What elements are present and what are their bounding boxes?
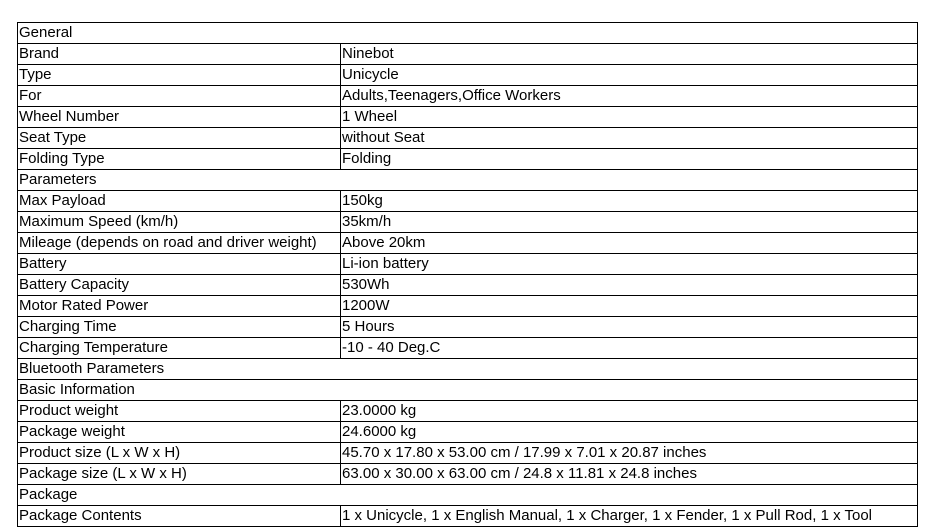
spec-value-product-size: 45.70 x 17.80 x 53.00 cm / 17.99 x 7.01 x 20.87 inches — [341, 443, 918, 464]
spec-value-maximum-speed: 35km/h — [341, 212, 918, 233]
table-row — [18, 401, 918, 422]
section-row-package — [18, 485, 918, 506]
spec-value-mileage: Above 20km — [341, 233, 918, 254]
spec-label-seat-type: Seat Type — [18, 128, 341, 149]
spec-value-package-size: 63.00 x 30.00 x 63.00 cm / 24.8 x 11.81 x 24.8 inches — [341, 464, 918, 485]
table-row — [18, 296, 918, 317]
spec-value-charging-temperature: -10 - 40 Deg.C — [341, 338, 918, 359]
spec-value-package-contents: 1 x Unicycle, 1 x English Manual, 1 x Charger, 1 x Fender, 1 x Pull Rod, 1 x Tool — [341, 506, 918, 527]
spec-label-charging-time: Charging Time — [18, 317, 341, 338]
spec-value-folding-type: Folding — [341, 149, 918, 170]
spec-label-maximum-speed: Maximum Speed (km/h) — [18, 212, 341, 233]
section-header-bluetooth-parameters: Bluetooth Parameters — [18, 359, 918, 380]
spec-label-max-payload: Max Payload — [18, 191, 341, 212]
section-row-parameters — [18, 170, 918, 191]
spec-value-product-weight: 23.0000 kg — [341, 401, 918, 422]
table-row — [18, 65, 918, 86]
spec-value-battery: Li-ion battery — [341, 254, 918, 275]
section-header-general: General — [18, 23, 918, 44]
spec-value-charging-time: 5 Hours — [341, 317, 918, 338]
table-row — [18, 275, 918, 296]
spec-label-type: Type — [18, 65, 341, 86]
spec-value-seat-type: without Seat — [341, 128, 918, 149]
table-row — [18, 44, 918, 65]
spec-value-battery-capacity: 530Wh — [341, 275, 918, 296]
spec-label-product-size: Product size (L x W x H) — [18, 443, 341, 464]
spec-label-package-size: Package size (L x W x H) — [18, 464, 341, 485]
spec-label-wheel-number: Wheel Number — [18, 107, 341, 128]
spec-label-package-weight: Package weight — [18, 422, 341, 443]
table-row — [18, 338, 918, 359]
table-row — [18, 464, 918, 485]
spec-value-brand: Ninebot — [341, 44, 918, 65]
spec-value-package-weight: 24.6000 kg — [341, 422, 918, 443]
table-row — [18, 212, 918, 233]
spec-label-battery-capacity: Battery Capacity — [18, 275, 341, 296]
table-row — [18, 149, 918, 170]
section-header-basic-information: Basic Information — [18, 380, 918, 401]
table-row — [18, 86, 918, 107]
spec-table — [17, 22, 918, 527]
table-row — [18, 233, 918, 254]
section-header-parameters: Parameters — [18, 170, 918, 191]
table-row — [18, 506, 918, 527]
spec-label-product-weight: Product weight — [18, 401, 341, 422]
table-row — [18, 191, 918, 212]
spec-label-brand: Brand — [18, 44, 341, 65]
table-row — [18, 443, 918, 464]
spec-label-folding-type: Folding Type — [18, 149, 341, 170]
spec-label-motor-rated-power: Motor Rated Power — [18, 296, 341, 317]
spec-label-mileage: Mileage (depends on road and driver weight) — [18, 233, 341, 254]
spec-label-battery: Battery — [18, 254, 341, 275]
section-row-general — [18, 23, 918, 44]
section-row-basic-information — [18, 380, 918, 401]
spec-label-for: For — [18, 86, 341, 107]
table-row — [18, 317, 918, 338]
spec-value-type: Unicycle — [341, 65, 918, 86]
section-header-package: Package — [18, 485, 918, 506]
spec-value-for: Adults,Teenagers,Office Workers — [341, 86, 918, 107]
spec-label-package-contents: Package Contents — [18, 506, 341, 527]
spec-table-body — [18, 23, 918, 527]
spec-label-charging-temperature: Charging Temperature — [18, 338, 341, 359]
spec-value-max-payload: 150kg — [341, 191, 918, 212]
spec-value-wheel-number: 1 Wheel — [341, 107, 918, 128]
spec-value-motor-rated-power: 1200W — [341, 296, 918, 317]
section-row-bluetooth-parameters — [18, 359, 918, 380]
table-row — [18, 107, 918, 128]
table-row — [18, 128, 918, 149]
table-row — [18, 422, 918, 443]
table-row — [18, 254, 918, 275]
